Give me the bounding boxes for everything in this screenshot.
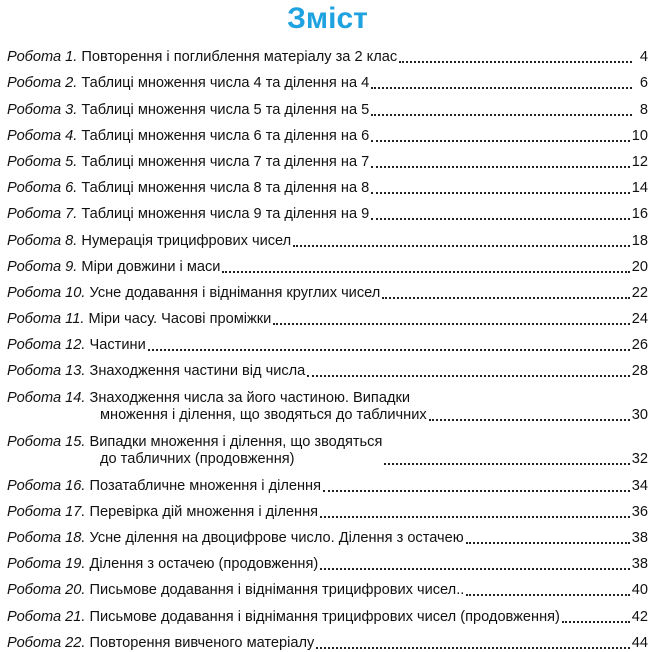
toc-entry-text-block — [7, 609, 560, 626]
toc-entry-text-block — [7, 128, 369, 145]
toc-entry-body — [7, 363, 632, 380]
toc-entry[interactable] — [7, 119, 648, 145]
toc-dot-leader — [382, 296, 630, 299]
toc-entry-title: Позатабличне множення і ділення — [89, 477, 322, 494]
toc-entry-label: Робота 22. — [7, 634, 86, 651]
toc-entry[interactable] — [7, 547, 648, 573]
toc-entry-text-block — [7, 582, 464, 599]
toc-page-number: 24 — [631, 311, 648, 328]
toc-entry-title: Міри довжини і маси — [81, 258, 221, 275]
toc-entry-title: Міри часу. Часові проміжки — [88, 311, 272, 328]
toc-dot-leader — [384, 462, 629, 465]
toc-page-number: 30 — [631, 407, 648, 424]
toc-page-number: 38 — [631, 530, 648, 546]
toc-entry-body — [7, 530, 632, 547]
toc-entry-body — [7, 49, 634, 66]
page-title: Зміст — [287, 2, 368, 35]
toc-entry-title: Повторення вивченого матеріалу — [89, 634, 315, 651]
toc-dot-leader — [371, 217, 630, 220]
toc-entry-label: Робота 4. — [7, 127, 78, 144]
toc-dot-leader — [222, 270, 629, 273]
toc-dot-leader — [307, 374, 629, 377]
toc-dot-leader — [399, 60, 632, 63]
toc-page-number: 4 — [639, 49, 648, 66]
toc-dot-leader — [320, 515, 630, 518]
toc-entry-label: Робота 3. — [7, 101, 78, 118]
toc-entry[interactable] — [7, 495, 648, 521]
toc-entry-text-block — [7, 478, 321, 495]
toc-entry-text-block — [7, 206, 369, 223]
toc-entry-text-block — [7, 259, 220, 276]
toc-entry[interactable] — [7, 223, 648, 249]
toc-entry-title: Знаходження числа за його частиною. Випадки — [89, 390, 411, 407]
toc-entry-body — [7, 154, 632, 171]
toc-dot-leader — [148, 348, 630, 351]
toc-entry-body — [7, 311, 632, 328]
toc-entry-body — [7, 285, 632, 302]
toc-entry[interactable] — [7, 250, 648, 276]
toc-entry-text-block — [7, 556, 318, 573]
toc-page-number: 36 — [631, 503, 648, 520]
toc-entry-label: Робота 11. — [7, 311, 85, 328]
toc-entry-body — [7, 259, 632, 276]
toc-entry-body — [7, 102, 634, 119]
table-of-contents — [7, 40, 648, 652]
toc-entry-title: Таблиці множення числа 7 та ділення на 7 — [81, 153, 370, 170]
toc-page-number: 26 — [631, 337, 648, 354]
toc-entry[interactable] — [7, 573, 648, 599]
toc-entry-title: Письмове додавання і віднімання трицифрових чисел.. — [89, 582, 465, 599]
toc-page-number: 44 — [631, 634, 648, 651]
toc-page-number: 22 — [631, 284, 648, 301]
toc-entry-body — [7, 635, 632, 652]
toc-entry-body — [7, 75, 634, 92]
toc-page-number: 42 — [631, 608, 648, 625]
toc-entry-body — [7, 180, 632, 197]
toc-entry-label: Робота 12. — [7, 337, 86, 354]
toc-entry[interactable] — [7, 354, 648, 380]
toc-entry-label: Робота 17. — [7, 503, 86, 520]
toc-entry-title: Письмове додавання і віднімання трицифрових чисел (продовження) — [89, 608, 560, 625]
toc-entry-body — [7, 434, 632, 468]
toc-page-number: 6 — [639, 75, 648, 92]
toc-entry-title: Знаходження частини від числа — [89, 363, 306, 380]
toc-page-number: 40 — [631, 582, 648, 599]
toc-entry-text-block — [7, 530, 464, 547]
toc-entry-text-block — [7, 102, 369, 119]
toc-entry-title: Таблиці множення числа 8 та ділення на 8 — [81, 180, 370, 197]
toc-entry-body — [7, 233, 632, 250]
toc-entry-text-block — [7, 363, 305, 380]
toc-page-number: 38 — [631, 556, 648, 573]
toc-entry-label: Робота 5. — [7, 153, 78, 170]
toc-entry-title-continued: до табличних (продовження) — [100, 451, 295, 468]
toc-entry-label: Робота 2. — [7, 75, 78, 92]
toc-entry-text-block — [7, 635, 314, 652]
toc-entry-label: Робота 6. — [7, 180, 78, 197]
toc-dot-leader — [371, 113, 632, 116]
toc-page-number: 14 — [631, 180, 648, 197]
toc-dot-leader — [371, 191, 630, 194]
toc-page-number: 8 — [639, 101, 648, 118]
toc-entry-label: Робота 16. — [7, 477, 86, 494]
toc-entry-text-block — [7, 434, 382, 468]
toc-entry-body — [7, 337, 632, 354]
toc-entry-text-block — [7, 504, 318, 521]
toc-dot-leader — [371, 139, 630, 142]
toc-entry-label: Робота 13. — [7, 363, 86, 380]
toc-entry-text-block — [7, 311, 271, 328]
toc-entry-body — [7, 582, 632, 599]
toc-entry[interactable] — [7, 171, 648, 197]
toc-entry-text-block — [7, 337, 146, 354]
toc-entry[interactable] — [7, 380, 648, 424]
toc-entry[interactable] — [7, 424, 648, 468]
toc-page-number: 12 — [631, 153, 648, 170]
toc-page-number: 32 — [631, 451, 648, 468]
toc-entry-label: Робота 8. — [7, 232, 78, 249]
toc-entry-title: Випадки множення і ділення, що зводяться — [89, 434, 383, 451]
toc-entry-title: Частини — [89, 337, 146, 354]
toc-entry-title: Таблиці множення числа 9 та ділення на 9 — [81, 206, 370, 223]
toc-entry[interactable] — [7, 599, 648, 625]
toc-dot-leader — [320, 567, 630, 570]
toc-entry-label: Робота 1. — [7, 49, 78, 66]
toc-entry-text-block — [7, 75, 369, 92]
toc-entry-text-block — [7, 49, 397, 66]
toc-dot-leader — [323, 489, 630, 492]
toc-entry-label: Робота 15. — [7, 434, 86, 451]
toc-entry[interactable] — [7, 276, 648, 302]
toc-entry[interactable] — [7, 197, 648, 223]
toc-entry[interactable] — [7, 521, 648, 547]
toc-entry-text-block — [7, 180, 369, 197]
toc-dot-leader — [562, 620, 630, 623]
toc-entry[interactable] — [7, 145, 648, 171]
toc-page-number: 34 — [631, 477, 648, 494]
toc-entry-label: Робота 19. — [7, 556, 86, 573]
toc-dot-leader — [466, 541, 630, 544]
toc-page-number: 10 — [631, 127, 648, 144]
toc-entry-title: Нумерація трицифрових чисел — [81, 232, 292, 249]
toc-entry-body — [7, 128, 632, 145]
toc-entry-label: Робота 18. — [7, 530, 86, 546]
toc-entry[interactable] — [7, 626, 648, 652]
toc-entry-title: Перевірка дій множення і ділення — [89, 503, 319, 520]
toc-entry-label: Робота 21. — [7, 608, 86, 625]
toc-entry-body — [7, 504, 632, 521]
toc-entry-label: Робота 7. — [7, 206, 78, 223]
toc-entry-label: Робота 14. — [7, 390, 86, 407]
toc-entry-body — [7, 478, 632, 495]
toc-entry-title: Ділення з остачею (продовження) — [89, 556, 319, 573]
toc-entry-body — [7, 206, 632, 223]
toc-entry-label: Робота 20. — [7, 582, 86, 599]
toc-entry-title: Таблиці множення числа 4 та ділення на 4 — [81, 75, 370, 92]
toc-entry-text-block — [7, 233, 291, 250]
toc-entry[interactable] — [7, 92, 648, 118]
toc-page-number: 16 — [631, 206, 648, 223]
toc-entry-title-continued: множення і ділення, що зводяться до табличних — [100, 407, 427, 424]
toc-dot-leader — [316, 646, 629, 649]
toc-entry-label: Робота 9. — [7, 258, 78, 275]
toc-entry-title: Повторення і поглиблення матеріалу за 2 клас — [81, 49, 398, 66]
toc-entry-body — [7, 390, 632, 424]
toc-dot-leader — [371, 86, 632, 89]
toc-entry-text-block — [7, 154, 369, 171]
toc-page-number: 18 — [631, 232, 648, 249]
toc-entry[interactable] — [7, 302, 648, 328]
toc-entry[interactable] — [7, 66, 648, 92]
toc-dot-leader — [466, 593, 629, 596]
toc-entry[interactable] — [7, 468, 648, 494]
toc-entry-title: Усне ділення на двоцифрове число. Ділення з остачею — [89, 530, 464, 546]
toc-entry-label: Робота 10. — [7, 284, 86, 301]
toc-entry[interactable] — [7, 328, 648, 354]
toc-page-number: 20 — [631, 258, 648, 275]
toc-entry-title: Усне додавання і віднімання круглих чисел — [89, 284, 381, 301]
toc-entry-title: Таблиці множення числа 5 та ділення на 5 — [81, 101, 370, 118]
toc-dot-leader — [371, 165, 630, 168]
contents-page — [0, 2, 656, 652]
toc-dot-leader — [429, 418, 630, 421]
toc-dot-leader — [293, 244, 630, 247]
toc-entry-text-block — [7, 390, 427, 424]
toc-entry-body — [7, 609, 632, 626]
toc-page-number: 28 — [631, 363, 648, 380]
toc-dot-leader — [273, 322, 629, 325]
toc-entry-body — [7, 556, 632, 573]
toc-entry-title: Таблиці множення числа 6 та ділення на 6 — [81, 127, 370, 144]
toc-entry-text-block — [7, 285, 380, 302]
toc-entry[interactable] — [7, 40, 648, 66]
